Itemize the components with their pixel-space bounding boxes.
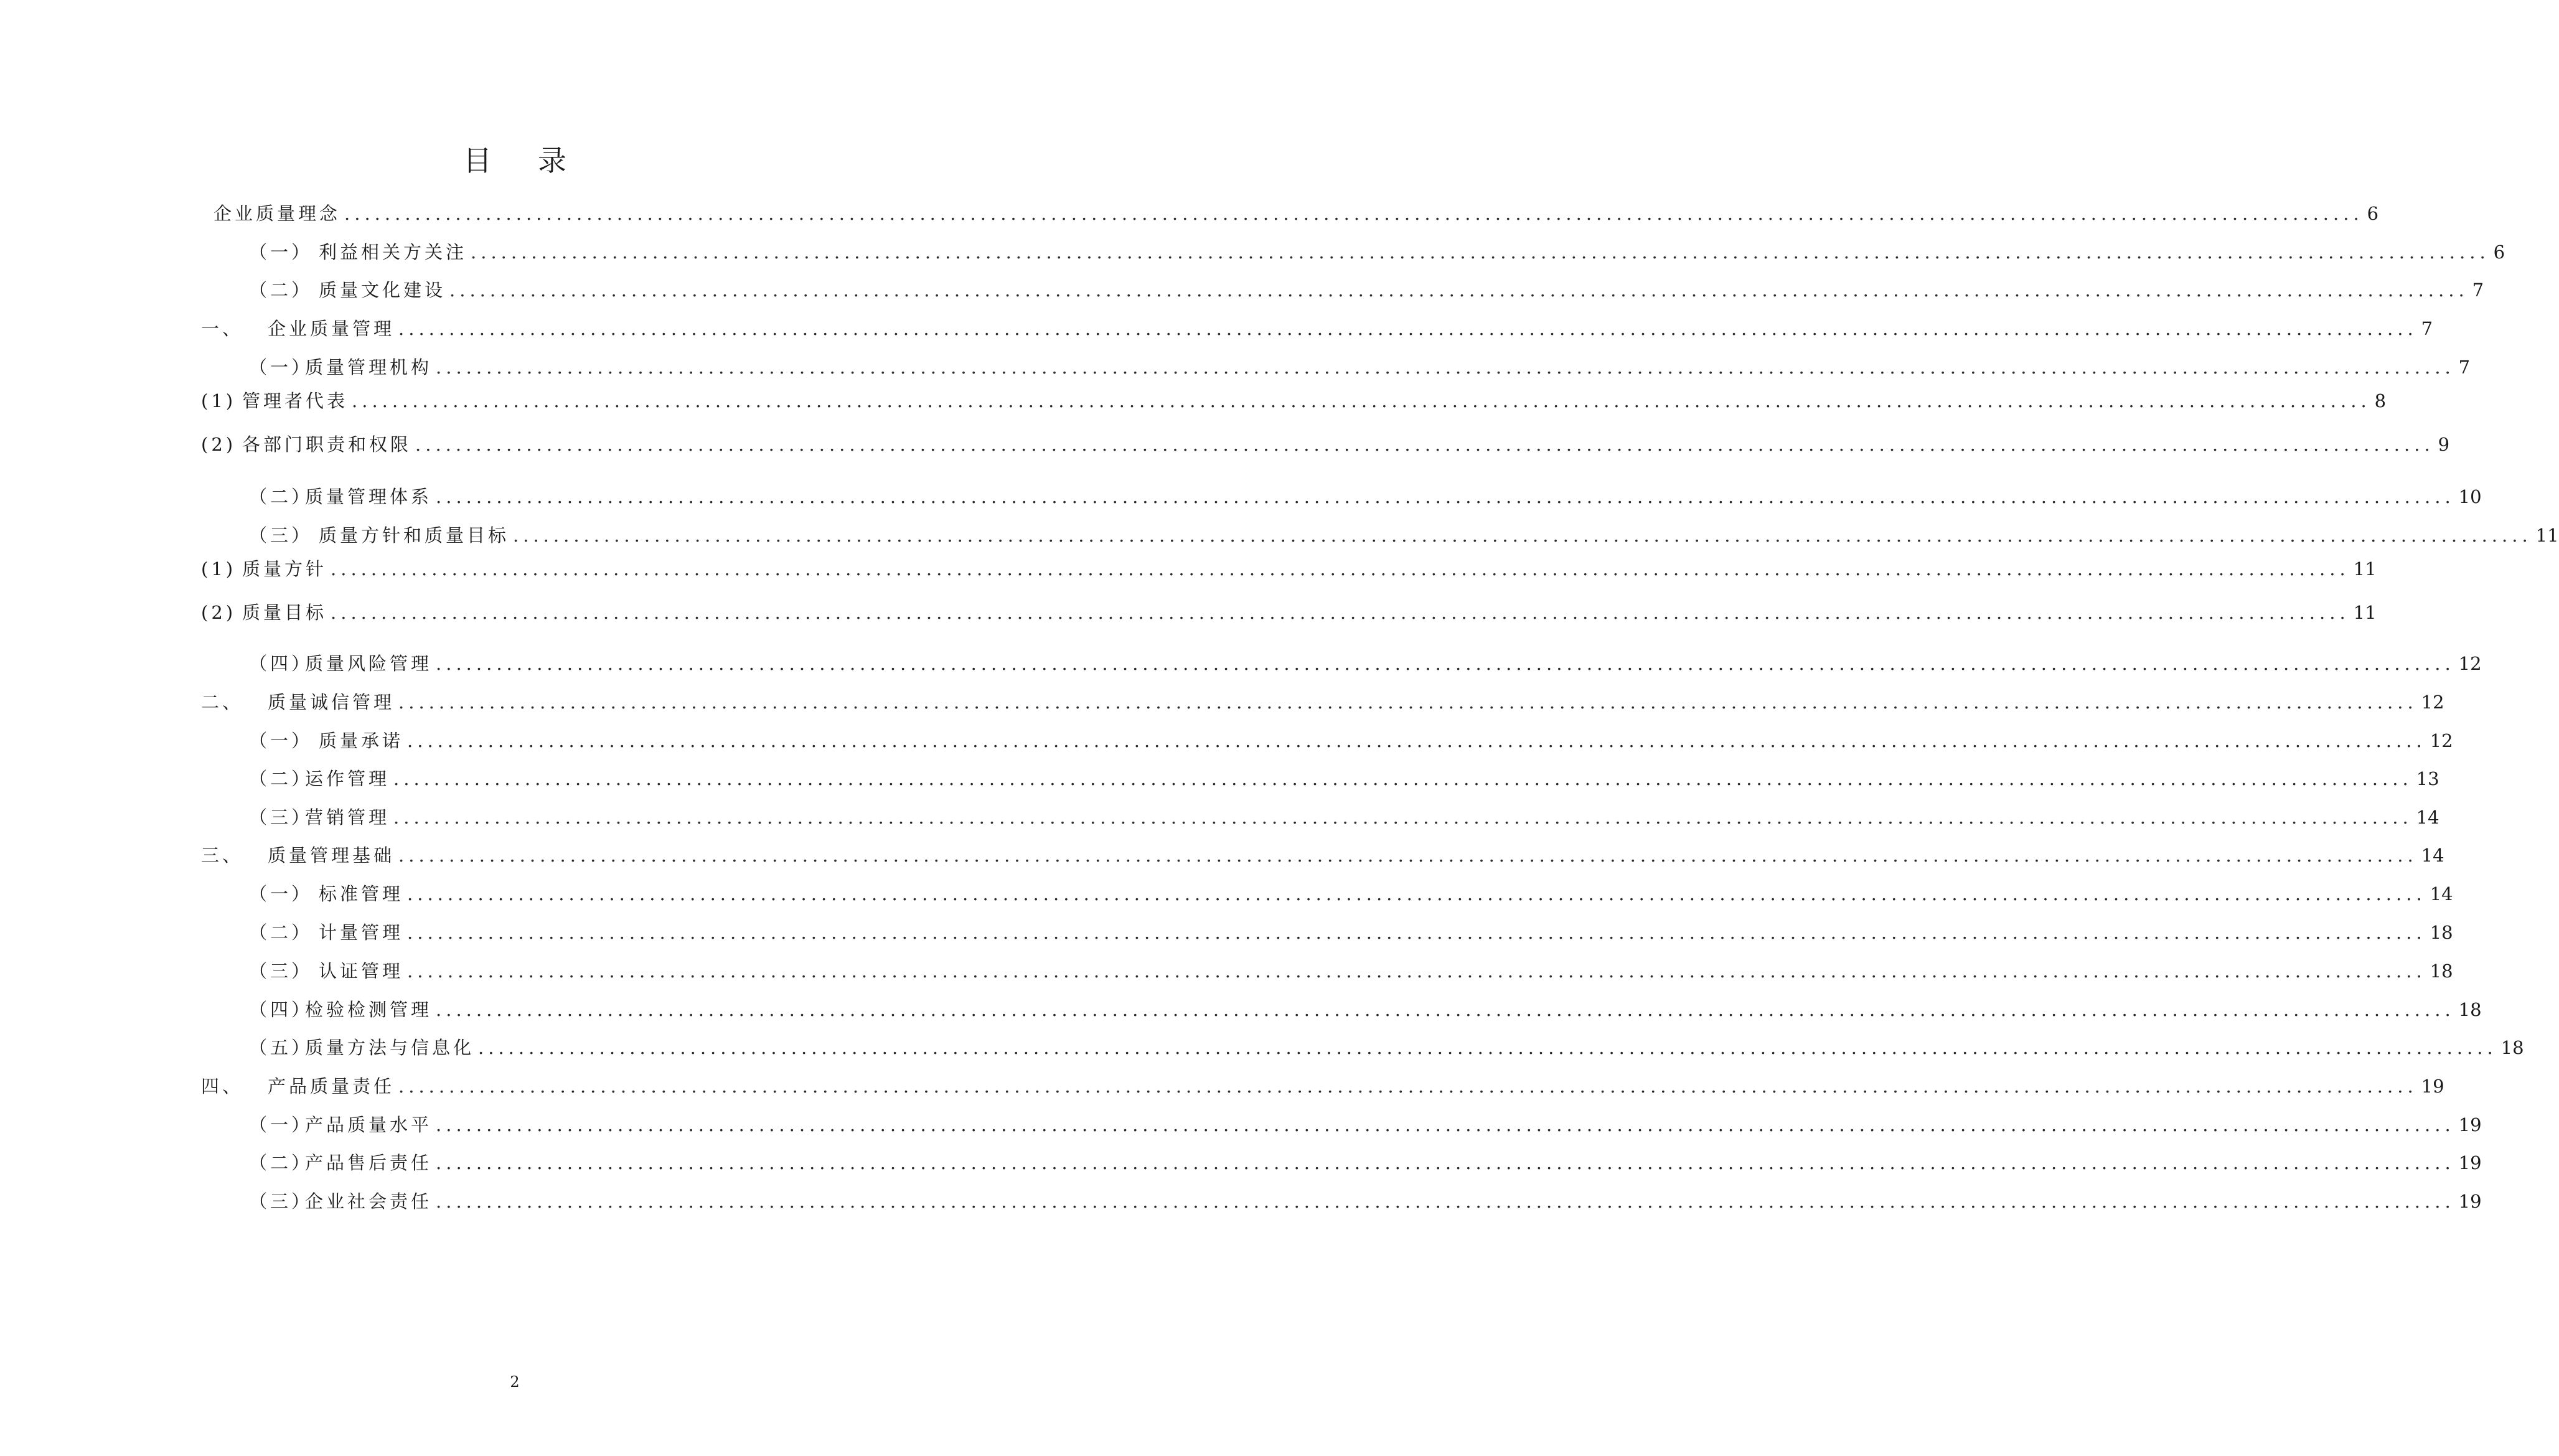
toc-entry-title: 质量风险管理 [305, 653, 433, 674]
toc-entry-page: 6 [2493, 242, 2505, 263]
toc-entry-number: (1) [201, 558, 237, 580]
toc-entry[interactable] [249, 276, 2484, 302]
toc-entry[interactable] [201, 431, 2450, 456]
toc-entry-title: 产品售后责任 [305, 1152, 433, 1173]
toc-entry-number: 一、 [201, 318, 244, 339]
toc-entry-title: 企业社会责任 [305, 1191, 433, 1212]
toc-entry-title: 质量管理机构 [305, 357, 433, 378]
toc-entry-page: 12 [2430, 730, 2453, 751]
toc-entry[interactable] [201, 1073, 2444, 1098]
toc-entry-page: 6 [2367, 203, 2379, 224]
dot-leader: ........................................................................................................................................................................................................ [449, 279, 2469, 301]
toc-entry-number: 二、 [201, 692, 244, 713]
toc-entry[interactable] [249, 522, 2559, 547]
toc-entry-title: 产品质量责任 [268, 1076, 395, 1097]
toc-entry-number: （三） [249, 807, 313, 828]
toc-entry-title: 检验检测管理 [305, 999, 433, 1020]
toc-entry-page: 11 [2353, 558, 2377, 580]
toc-entry-title: 企业质量管理 [268, 318, 395, 339]
toc-entry-title: 利益相关方关注 [319, 242, 467, 263]
toc-entry-title: 各部门职责和权限 [242, 434, 412, 455]
toc-entry[interactable] [249, 483, 2482, 509]
toc-entry-page: 18 [2430, 922, 2453, 943]
toc-entry[interactable] [201, 842, 2444, 867]
toc-entry[interactable] [201, 315, 2433, 341]
dot-leader: ........................................................................................................................................................................................................ [415, 434, 2435, 455]
toc-entry-title: 质量方针和质量目标 [319, 525, 510, 546]
toc-entry-page: 19 [2458, 1114, 2482, 1135]
toc-entry-page: 18 [2500, 1037, 2524, 1058]
dot-leader: ........................................................................................................................................................................................................ [398, 692, 2418, 713]
toc-entry-number: (2) [201, 434, 237, 455]
toc-entry-page: 14 [2416, 807, 2439, 828]
dot-leader: ........................................................................................................................................................................................................ [344, 203, 2364, 224]
toc-entry-number: （一） [249, 883, 313, 904]
toc-entry-page: 19 [2458, 1191, 2482, 1212]
toc-entry-title: 认证管理 [319, 960, 404, 982]
page-title [0, 138, 1030, 179]
toc-entry[interactable] [249, 880, 2453, 906]
toc-entry[interactable] [201, 387, 2387, 413]
dot-leader: ........................................................................................................................................................................................................ [407, 922, 2426, 943]
toc-entry-number: （三） [249, 960, 313, 982]
dot-leader: ........................................................................................................................................................................................................ [398, 1076, 2418, 1097]
toc-entry[interactable] [249, 1111, 2482, 1137]
toc-entry-number: （四） [249, 653, 313, 674]
toc-entry-page: 14 [2421, 845, 2444, 866]
toc-entry-number: （二） [249, 486, 313, 507]
toc-entry[interactable] [214, 200, 2379, 225]
toc-entry-number: （三） [249, 525, 313, 546]
dot-leader: ........................................................................................................................................................................................................ [398, 845, 2418, 866]
toc-entry-page: 14 [2430, 883, 2453, 904]
toc-entry-number: （四） [249, 999, 313, 1020]
toc-entry-title: 营销管理 [305, 807, 390, 828]
toc-entry-title: 质量方法与信息化 [305, 1037, 475, 1058]
toc-entry-title: 质量管理基础 [268, 845, 395, 866]
toc-entry-number: (2) [201, 602, 237, 623]
dot-leader: ........................................................................................................................................................................................................ [331, 602, 2350, 623]
toc-entry-title: 管理者代表 [242, 390, 349, 411]
toc-entry-title: 质量文化建设 [319, 279, 446, 301]
dot-leader: ........................................................................................................................................................................................................ [398, 318, 2418, 339]
dot-leader: ........................................................................................................................................................................................................ [436, 1114, 2455, 1135]
toc-entry[interactable] [249, 727, 2453, 753]
dot-leader: ........................................................................................................................................................................................................ [436, 653, 2455, 674]
dot-leader: ........................................................................................................................................................................................................ [331, 558, 2350, 580]
toc-entry[interactable] [201, 599, 2377, 624]
toc-entry[interactable] [249, 996, 2482, 1022]
toc-entry[interactable] [249, 1149, 2482, 1175]
toc-entry-page: 19 [2421, 1076, 2444, 1097]
toc-entry[interactable] [249, 919, 2453, 944]
dot-leader: ........................................................................................................................................................................................................ [352, 390, 2371, 411]
toc-entry[interactable] [249, 765, 2439, 791]
toc-entry-page: 18 [2430, 960, 2453, 982]
dot-leader: ........................................................................................................................................................................................................ [471, 242, 2490, 263]
dot-leader: ........................................................................................................................................................................................................ [436, 357, 2455, 378]
toc-entry-title: 质量目标 [242, 602, 327, 623]
toc-entry-page: 7 [2421, 318, 2433, 339]
toc-entry-number: （五） [249, 1037, 313, 1058]
toc-entry-page: 18 [2458, 999, 2482, 1020]
toc-entry-number: （一） [249, 730, 313, 751]
page-number: 2 [510, 1373, 520, 1391]
toc-entry-title: 计量管理 [319, 922, 404, 943]
toc-entry[interactable] [249, 1188, 2482, 1213]
title-char-2: 录 [538, 144, 566, 177]
dot-leader: ........................................................................................................................................................................................................ [407, 730, 2426, 751]
toc-entry-page: 12 [2421, 692, 2444, 713]
toc-entry-number: （一） [249, 1114, 313, 1135]
toc-entry-page: 9 [2438, 434, 2450, 455]
toc-entry-title: 产品质量水平 [305, 1114, 433, 1135]
toc-entry-page: 11 [2535, 525, 2559, 546]
dot-leader: ........................................................................................................................................................................................................ [393, 807, 2413, 828]
toc-entry-number: （二） [249, 922, 313, 943]
dot-leader: ........................................................................................................................................................................................................ [407, 960, 2426, 982]
toc-entry-number: 三、 [201, 845, 244, 866]
dot-leader: ........................................................................................................................................................................................................ [436, 1152, 2455, 1173]
toc-entry-number: （一） [249, 242, 313, 263]
toc-entry-title: 质量管理体系 [305, 486, 433, 507]
toc-entry-page: 13 [2416, 768, 2439, 789]
toc-entry-number: （一） [249, 357, 313, 378]
toc-entry-page: 7 [2472, 279, 2484, 301]
dot-leader: ........................................................................................................................................................................................................ [436, 486, 2455, 507]
toc-entry[interactable] [249, 238, 2505, 264]
dot-leader: ........................................................................................................................................................................................................ [407, 883, 2426, 904]
dot-leader: ........................................................................................................................................................................................................ [478, 1037, 2497, 1058]
toc-entry[interactable] [249, 650, 2482, 675]
toc-entry-page: 10 [2458, 486, 2482, 507]
toc-entry-number: （二） [249, 1152, 313, 1173]
title-char-1: 目 [463, 144, 492, 177]
toc-entry[interactable] [201, 555, 2377, 581]
toc-entry-title: 企业质量理念 [214, 203, 341, 224]
toc-entry[interactable] [249, 804, 2439, 829]
toc-entry-title: 质量承诺 [319, 730, 404, 751]
toc-entry-page: 11 [2353, 602, 2377, 623]
toc-entry-page: 7 [2458, 357, 2471, 378]
toc-entry[interactable] [249, 354, 2471, 379]
toc-entry-page: 12 [2458, 653, 2482, 674]
toc-entry-title: 质量方针 [242, 558, 327, 580]
toc-entry-page: 8 [2374, 390, 2387, 411]
dot-leader: ........................................................................................................................................................................................................ [436, 999, 2455, 1020]
toc-entry-title: 质量诚信管理 [268, 692, 395, 713]
dot-leader: ........................................................................................................................................................................................................ [393, 768, 2413, 789]
dot-leader: ........................................................................................................................................................................................................ [513, 525, 2532, 546]
toc-entry-number: （二） [249, 768, 313, 789]
toc-entry[interactable] [249, 957, 2453, 983]
toc-entry-number: （三） [249, 1191, 313, 1212]
toc-entry-title: 标准管理 [319, 883, 404, 904]
toc-entry-title: 运作管理 [305, 768, 390, 789]
toc-entry-page: 19 [2458, 1152, 2482, 1173]
toc-entry-number: (1) [201, 390, 237, 411]
dot-leader: ........................................................................................................................................................................................................ [436, 1191, 2455, 1212]
toc-entry[interactable] [249, 1034, 2524, 1059]
toc-entry[interactable] [201, 688, 2444, 714]
toc-entry-number: 四、 [201, 1076, 244, 1097]
toc-entry-number: （二） [249, 279, 313, 301]
